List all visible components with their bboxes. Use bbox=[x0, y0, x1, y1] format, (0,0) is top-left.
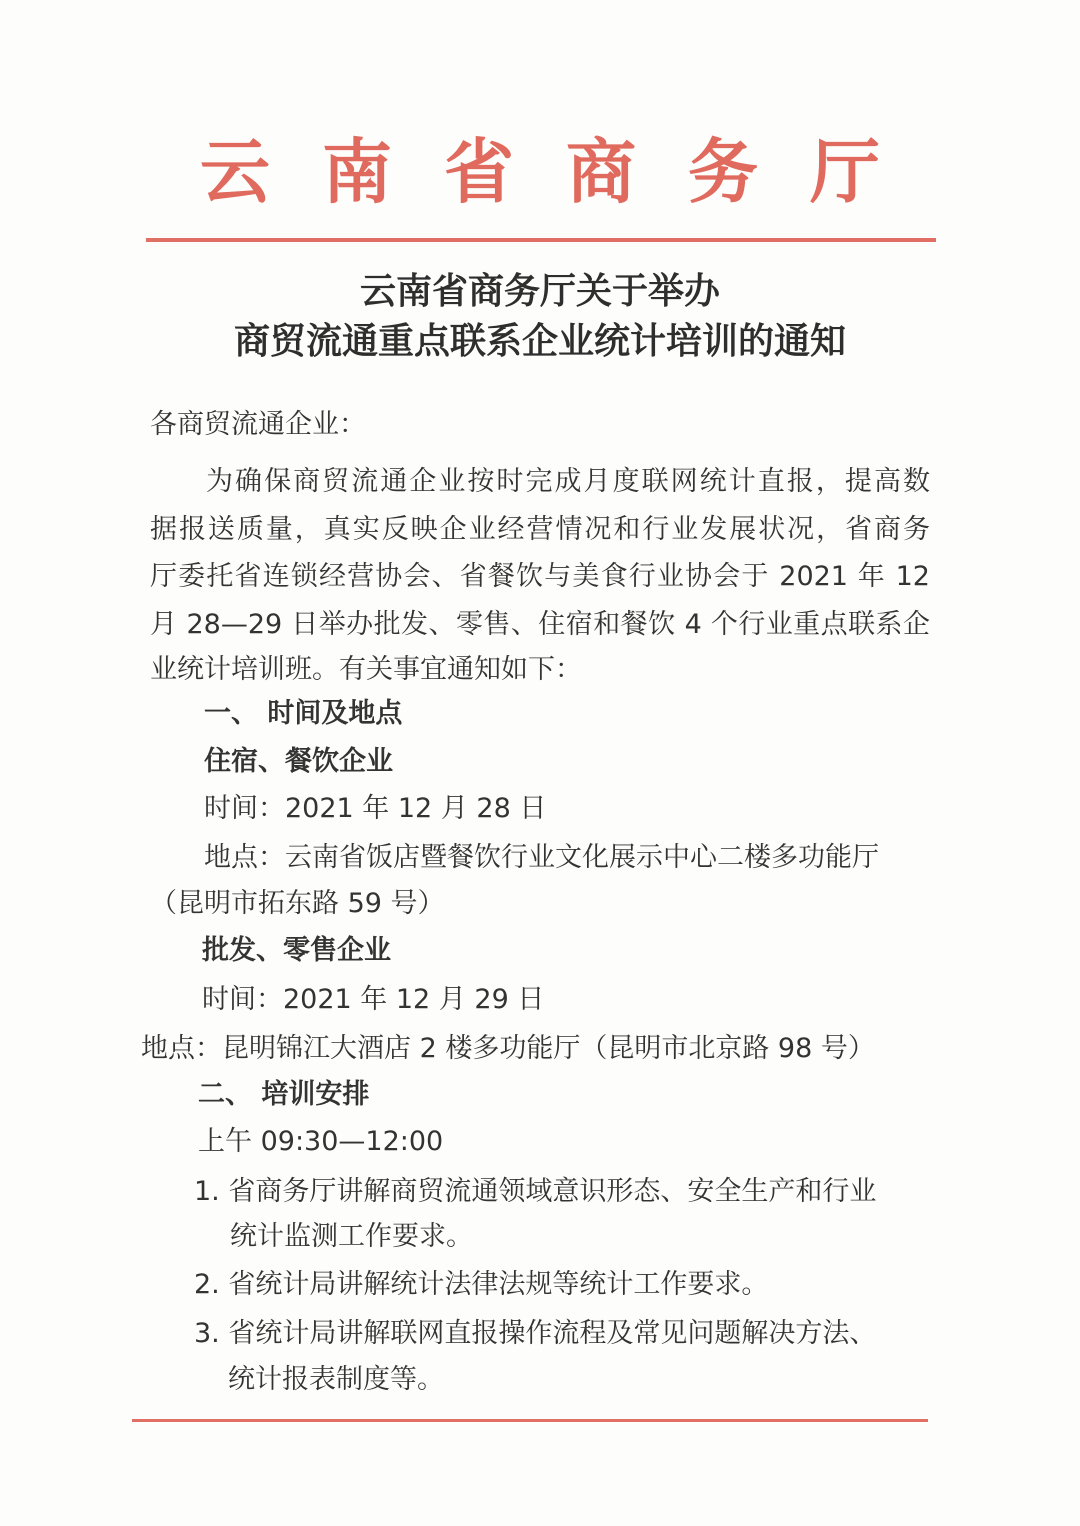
list-item-2: 2. 省统计局讲解统计法律法规等统计工作要求。 bbox=[194, 1269, 769, 1300]
section2-heading: 二、 培训安排 bbox=[198, 1079, 370, 1110]
intro-line-3: 厅委托省连锁经营协会、省餐饮与美食行业协会于 2021 年 12 bbox=[150, 561, 930, 592]
salutation: 各商贸流通企业： bbox=[150, 409, 366, 440]
red-divider-bottom bbox=[132, 1419, 928, 1422]
groupA-time: 时间：2021 年 12 月 28 日 bbox=[204, 793, 547, 824]
session-time: 上午 09:30—12:00 bbox=[198, 1126, 444, 1157]
intro-line-4: 月 28—29 日举办批发、零售、住宿和餐饮 4 个行业重点联系企 bbox=[150, 609, 930, 640]
intro-line-5: 业统计培训班。有关事宜通知如下： bbox=[150, 654, 582, 685]
masthead-char: 厅 bbox=[810, 130, 880, 213]
masthead-char: 商 bbox=[566, 130, 636, 213]
list-item-3-line-1: 3. 省统计局讲解联网直报操作流程及常见问题解决方法、 bbox=[194, 1318, 877, 1349]
list-item-3-line-2: 统计报表制度等。 bbox=[228, 1364, 444, 1395]
groupB-title: 批发、零售企业 bbox=[202, 935, 391, 966]
title-line-1: 云南省商务厅关于举办 bbox=[359, 270, 720, 312]
groupA-place: 地点：云南省饭店暨餐饮行业文化展示中心二楼多功能厅 bbox=[204, 842, 879, 873]
intro-line-2: 据报送质量，真实反映企业经营情况和行业发展状况，省商务 bbox=[150, 514, 930, 545]
list-item-1-line-2: 统计监测工作要求。 bbox=[230, 1221, 473, 1252]
masthead-char: 南 bbox=[322, 130, 392, 213]
list-item-1-line-1: 1. 省商务厅讲解商贸流通领域意识形态、安全生产和行业 bbox=[194, 1176, 877, 1207]
section1-heading: 一、 时间及地点 bbox=[204, 698, 403, 729]
intro-line-1: 为确保商贸流通企业按时完成月度联网统计直报，提高数 bbox=[206, 466, 930, 497]
masthead-char: 省 bbox=[444, 130, 514, 213]
groupA-title: 住宿、餐饮企业 bbox=[204, 746, 393, 777]
groupB-time: 时间：2021 年 12 月 29 日 bbox=[202, 984, 545, 1015]
masthead-char: 务 bbox=[688, 130, 758, 213]
title-line-2: 商贸流通重点联系企业统计培训的通知 bbox=[233, 320, 846, 362]
masthead-char: 云 bbox=[200, 130, 270, 213]
document-title bbox=[140, 266, 940, 366]
groupA-address: （昆明市拓东路 59 号） bbox=[150, 888, 445, 919]
masthead-org-name bbox=[200, 128, 880, 216]
red-divider-top bbox=[146, 238, 936, 242]
groupB-place: 地点：昆明锦江大酒店 2 楼多功能厅（昆明市北京路 98 号） bbox=[141, 1033, 875, 1064]
